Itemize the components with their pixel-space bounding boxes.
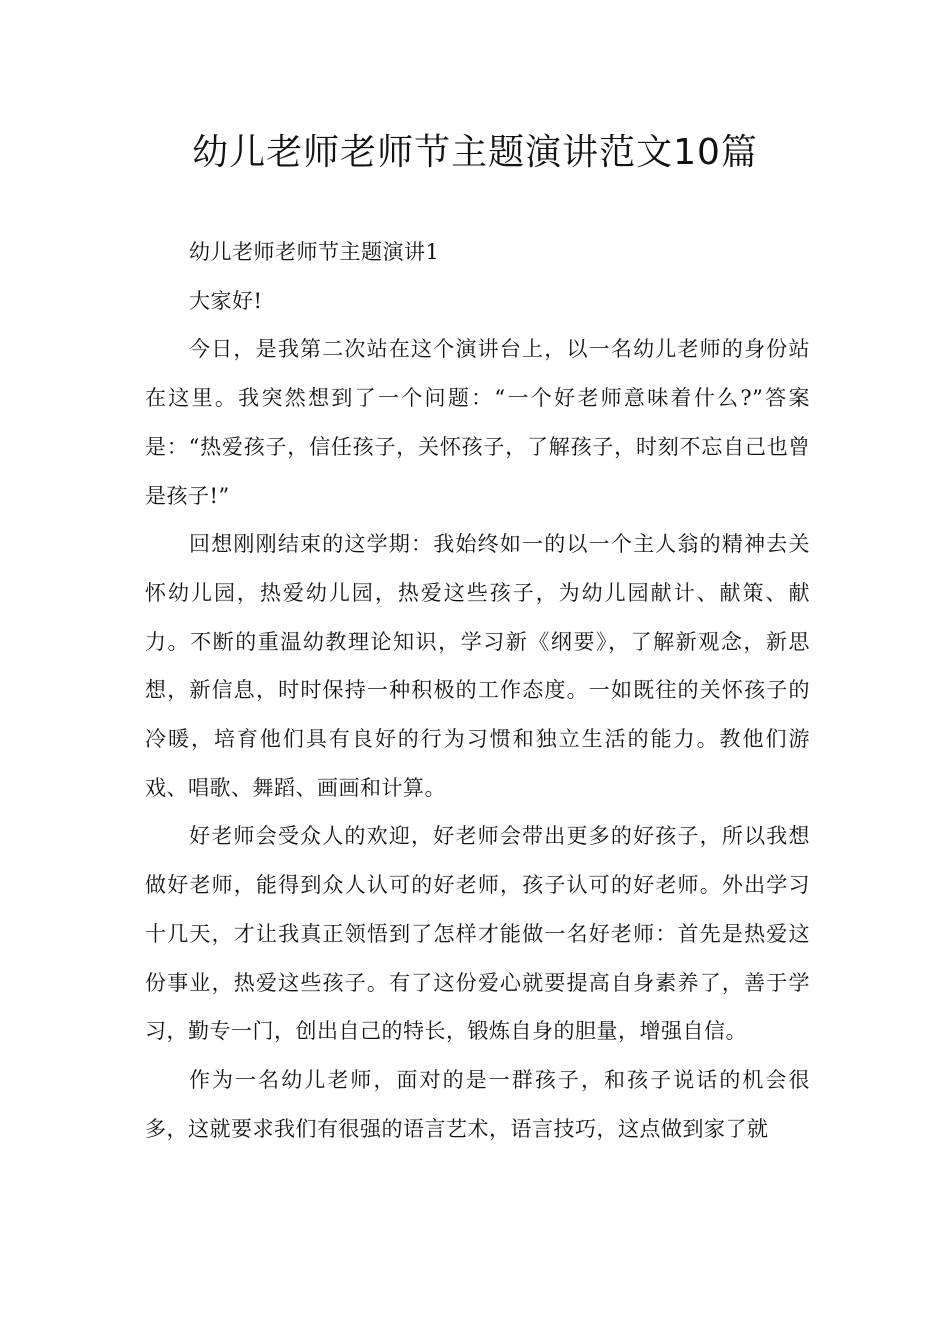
paragraph-1: 今日，是我第二次站在这个演讲台上，以一名幼儿老师的身份站在这里。我突然想到了一个问题：“一个好老师意味着什么?”答案是：“热爱孩子，信任孩子，关怀孩子，了解孩子，时刻不忘自己也曾是孩子!” (145, 337, 810, 508)
section-heading: 幼儿老师老师节主题演讲1 (189, 240, 440, 264)
paragraph-3: 好老师会受众人的欢迎，好老师会带出更多的好孩子，所以我想做好老师，能得到众人认可的好老师，孩子认可的好老师。外出学习十几天，才让我真正领悟到了怎样才能做一名好老师：首先是热爱这份事业，热爱这些孩子。有了这份爱心就要提高自身素养了，善于学习，勤专一门，创出自己的特长，锻炼自身的胆量，增强自信。 (145, 824, 810, 1044)
document-title: 幼儿老师老师节主题演讲范文10篇 (192, 132, 758, 173)
greeting: 大家好! (189, 288, 263, 313)
document-body (145, 228, 810, 1153)
paragraph-2: 回想刚刚结束的这学期：我始终如一的以一个主人翁的精神去关怀幼儿园，热爱幼儿园，热爱这些孩子，为幼儿园献计、献策、献力。不断的重温幼教理论知识，学习新《纲要》，了解新观念，新思想，新信息，时时保持一种积极的工作态度。一如既往的关怀孩子的冷暖，培育他们具有良好的行为习惯和独立生活的能力。教他们游戏、唱歌、舞蹈、画画和计算。 (145, 532, 810, 800)
paragraph-4: 作为一名幼儿老师，面对的是一群孩子，和孩子说话的机会很多，这就要求我们有很强的语言艺术，语言技巧，这点做到家了就 (145, 1067, 810, 1141)
